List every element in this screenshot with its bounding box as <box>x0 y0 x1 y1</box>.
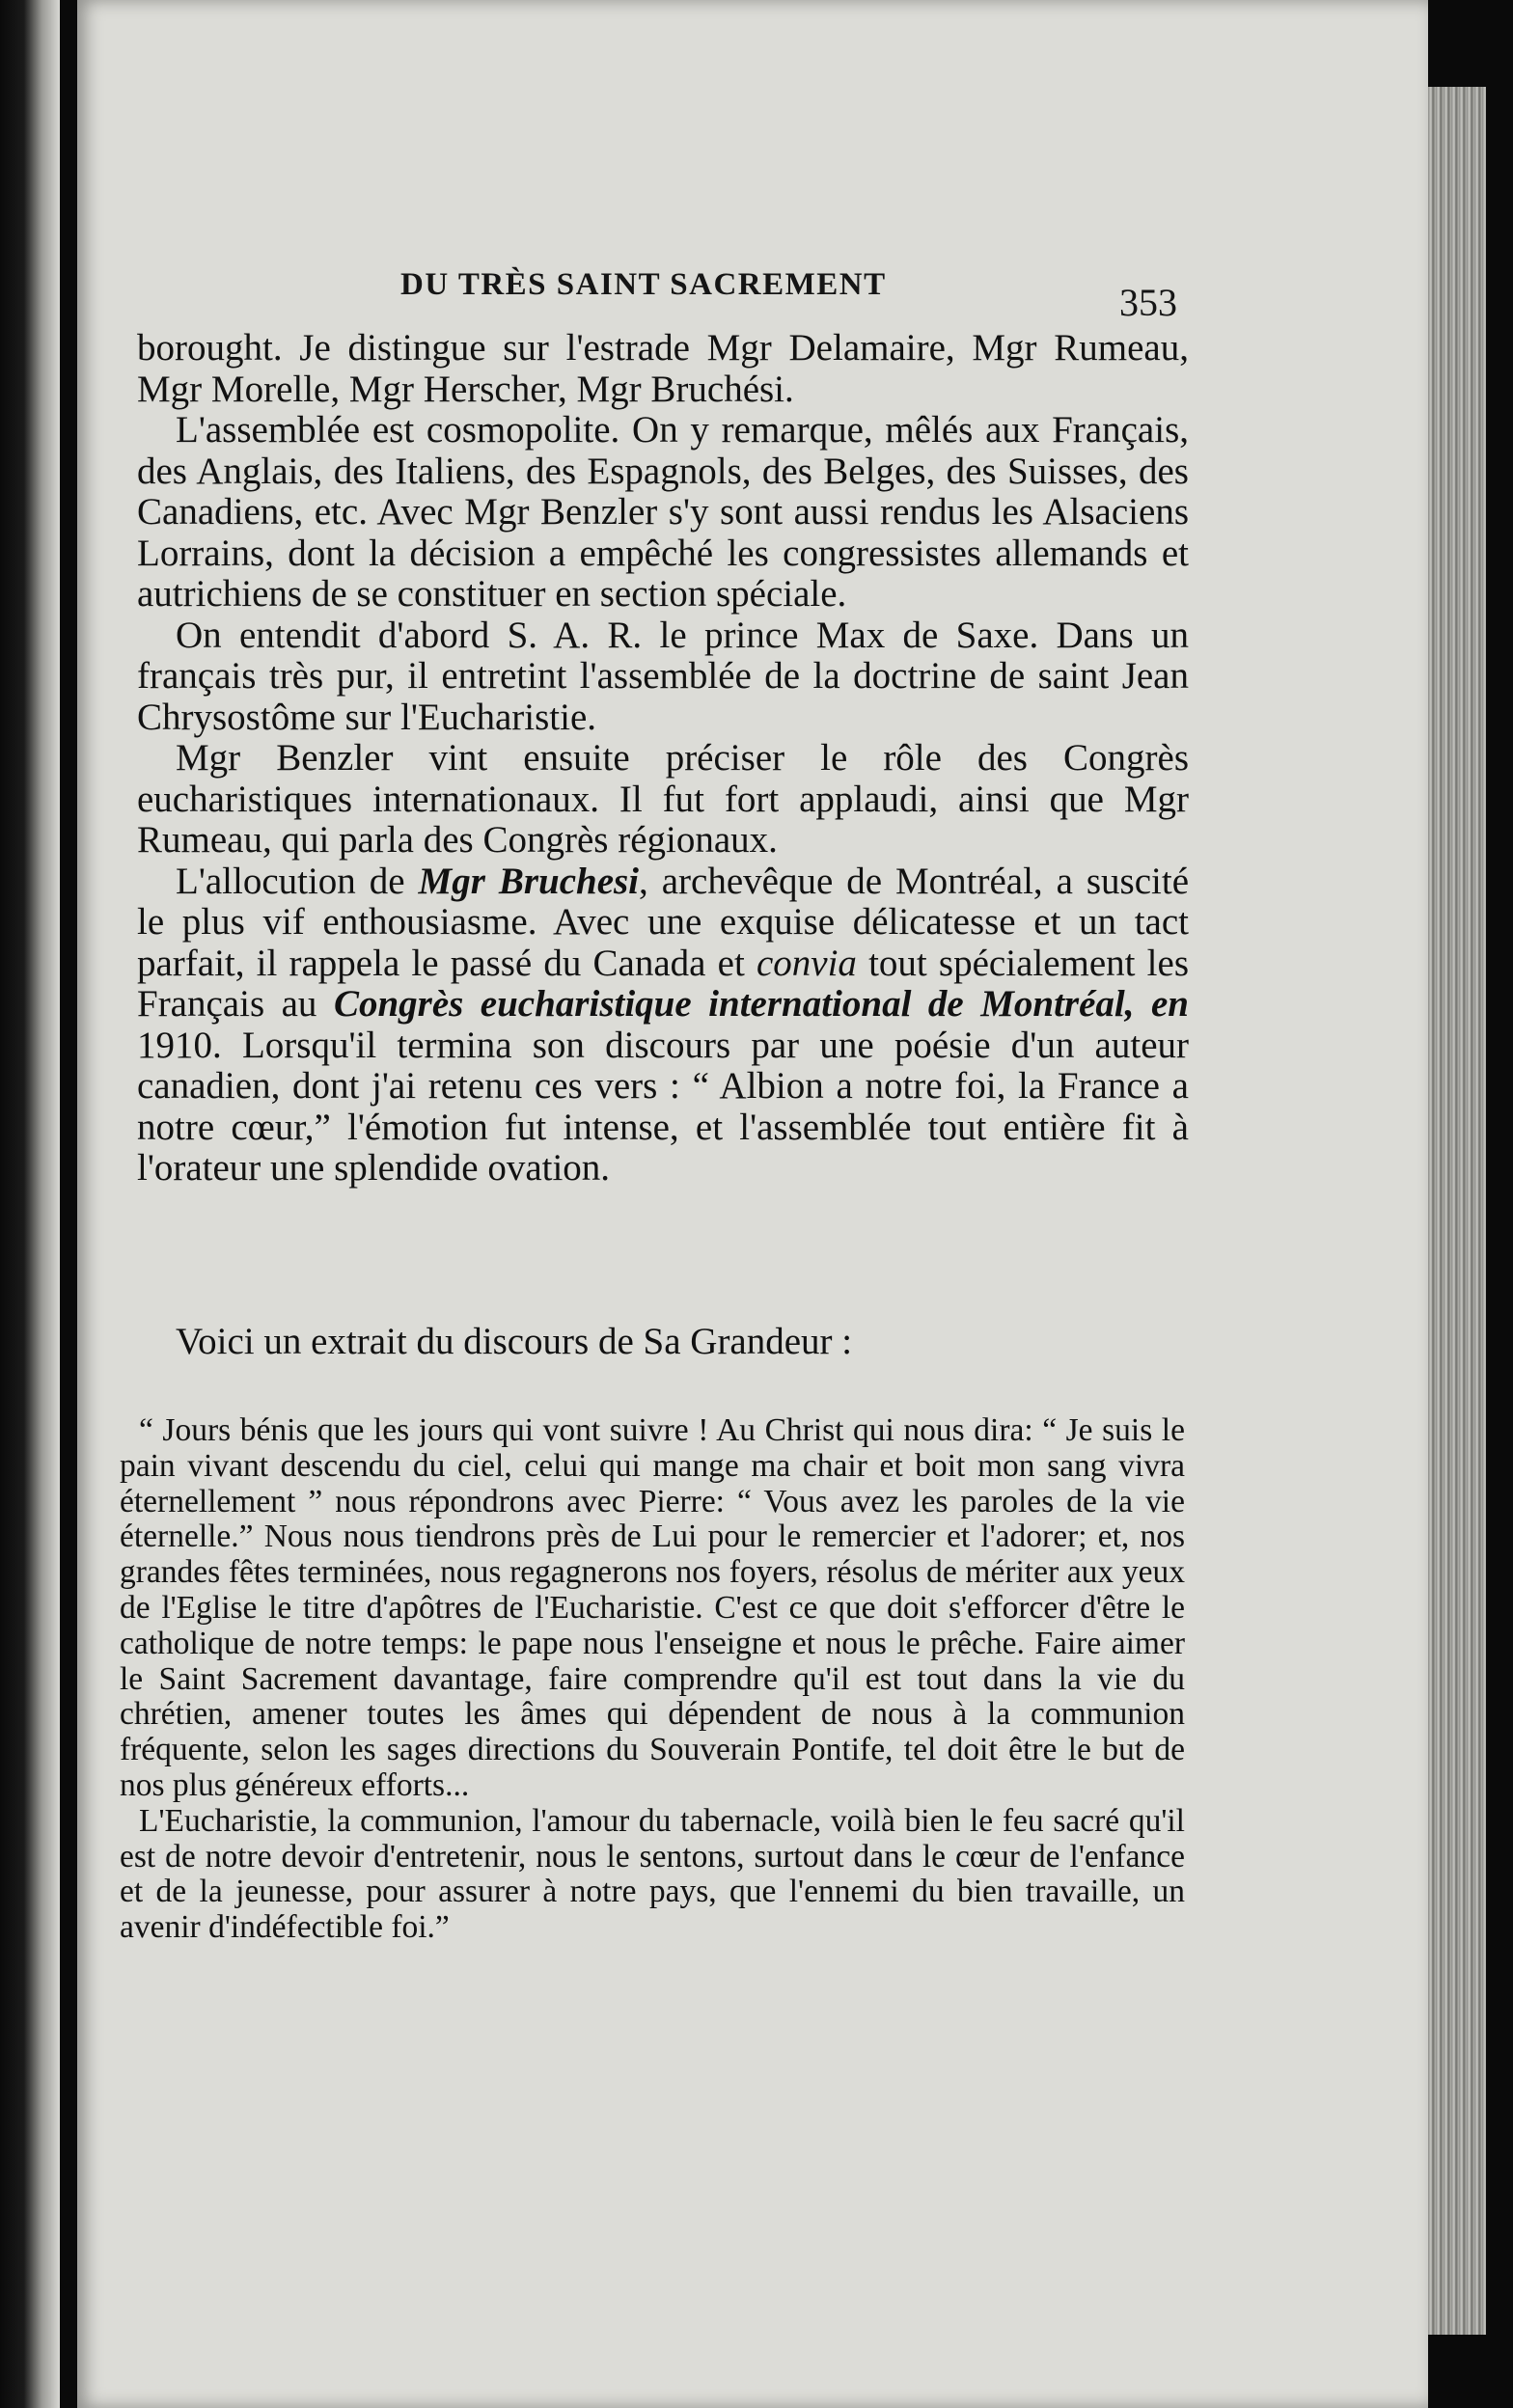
paragraph-1: borought. Je distingue sur l'estrade Mgr Delamaire, Mgr Rumeau, Mgr Morelle, Mgr Herscher, Mgr Bruchési. <box>137 327 1189 410</box>
page-edges <box>1428 87 1486 2335</box>
speech-quote <box>120 1413 1185 1946</box>
paragraph-5 <box>137 862 1189 1190</box>
quote-intro: Voici un extrait du discours de Sa Grandeur : <box>176 1321 853 1362</box>
book-gutter <box>0 0 60 2408</box>
quote-paragraph-2: L'Eucharistie, la communion, l'amour du tabernacle, voilà bien le feu sacré qu'il est de notre devoir d'entretenir, nous le sentons, surtout dans le cœur de l'enfance et de la jeunesse, pour assurer à notre pays, que l'ennemi du bien travaille, un avenir d'indéfectible foi.” <box>120 1802 1185 1946</box>
paragraph-3: On entendit d'abord S. A. R. le prince Max de Saxe. Dans un français très pur, il entretint l'assemblée de la doctrine de saint Jean Chrysostôme sur l'Eucharistie. <box>137 614 1189 738</box>
p5-congres-title: Congrès eucharistique international de Montréal, en <box>333 983 1189 1025</box>
p5-convia: convia <box>756 942 857 984</box>
quote-paragraph-1: “ Jours bénis que les jours qui vont suivre ! Au Christ qui nous dira: “ Je suis le pain vivant descendu du ciel, celui qui mange ma chair et boit mon sang vivra éternellement ” nous répondrons avec Pierre: “ Vous avez les paroles de la vie éternelle.” Nous nous tiendrons près de Lui pour le remercier et l'adorer; et, nos grandes fêtes terminées, nous regagnerons nos foyers, résolus de mériter aux yeux de l'Eglise le titre d'apôtres de l'Eucharistie. C'est ce que doit s'efforcer d'être le catholique de notre temps: le pape nous l'enseigne et nous le prêche. Faire aimer le Saint Sacrement davantage, faire comprendre qu'il est tout dans la vie du chrétien, amener toutes les âmes qui dépendent de nous à la communion fréquente, selon les sages directions du Souverain Pontife, tel doit être le but de nos plus généreux efforts... <box>120 1412 1185 1803</box>
paragraph-4: Mgr Benzler vint ensuite préciser le rôle des Congrès eucharistiques internationaux. Il fut fort applaudi, ainsi que Mgr Rumeau, qui parla des Congrès régionaux. <box>137 737 1189 861</box>
p5-name-mgr: Mgr Bruchesi <box>418 860 640 902</box>
paragraph-2: L'assemblée est cosmopolite. On y remarque, mêlés aux Français, des Anglais, des Italiens, des Espagnols, des Belges, des Suisses, des Canadiens, etc. Avec Mgr Benzler s'y sont aussi rendus les Alsaciens Lorrains, dont la décision a empêché les congressistes allemands et autrichiens de se constituer en section spéciale. <box>137 409 1189 615</box>
p5-text-a: L'allocution de <box>176 860 419 902</box>
main-text <box>137 328 1189 1190</box>
p5-text-b: , archevêque de Montréal, a suscité le plus vif enthousiasme. Avec une exquise délicatesse et un tact parfait, il rappela le passé du Canada et <box>137 860 1190 984</box>
running-header: DU TRÈS SAINT SACREMENT <box>400 267 887 302</box>
p5-text-c: tout spécialement les Français au <box>137 942 1189 1025</box>
page-number: 353 <box>1119 281 1177 324</box>
p5-text-d: 1910. Lorsqu'il termina son discours par une poésie d'un auteur canadien, dont j'ai retenu ces vers : “ Albion a notre foi, la France a notre cœur,” l'émotion fut intense, et l'assemblée tout entière fit à l'orateur une splendide ovation. <box>137 1024 1189 1189</box>
